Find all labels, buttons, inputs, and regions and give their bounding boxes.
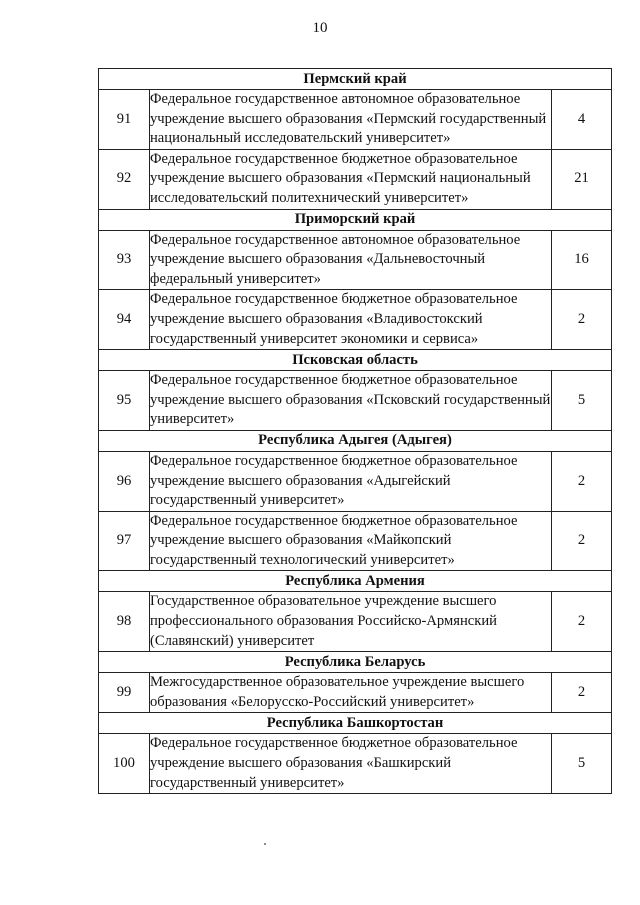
institution-name: Федеральное государственное автономное образовательное учреждение высшего образования «Дальневосточный федеральный университет» xyxy=(150,230,552,290)
universities-table xyxy=(98,68,612,794)
row-number: 97 xyxy=(99,511,150,571)
region-title: Псковская область xyxy=(99,350,612,371)
row-value: 16 xyxy=(552,230,612,290)
table-row xyxy=(99,149,612,209)
row-number: 96 xyxy=(99,451,150,511)
region-title: Республика Армения xyxy=(99,571,612,592)
row-number: 100 xyxy=(99,734,150,794)
region-header-row xyxy=(99,713,612,734)
region-title: Приморский край xyxy=(99,209,612,230)
row-value: 2 xyxy=(552,511,612,571)
table-row xyxy=(99,451,612,511)
institution-name: Федеральное государственное бюджетное образовательное учреждение высшего образования «Псковский государственный университет» xyxy=(150,371,552,431)
row-number: 93 xyxy=(99,230,150,290)
institution-name: Федеральное государственное бюджетное образовательное учреждение высшего образования «Адыгейский государственный университет» xyxy=(150,451,552,511)
scan-speck xyxy=(264,843,266,845)
row-value: 5 xyxy=(552,734,612,794)
table-row xyxy=(99,290,612,350)
row-value: 2 xyxy=(552,592,612,652)
institution-name: Государственное образовательное учреждение высшего профессионального образования Российско-Армянский (Славянский) университет xyxy=(150,592,552,652)
row-value: 2 xyxy=(552,673,612,713)
row-value: 2 xyxy=(552,451,612,511)
row-value: 4 xyxy=(552,90,612,150)
region-header-row xyxy=(99,69,612,90)
table-row xyxy=(99,90,612,150)
region-header-row xyxy=(99,652,612,673)
table-row xyxy=(99,592,612,652)
region-title: Республика Адыгея (Адыгея) xyxy=(99,430,612,451)
row-number: 94 xyxy=(99,290,150,350)
institution-name: Федеральное государственное бюджетное образовательное учреждение высшего образования «Пермский национальный исследовательский политехнический университет» xyxy=(150,149,552,209)
region-title: Республика Беларусь xyxy=(99,652,612,673)
region-header-row xyxy=(99,350,612,371)
row-number: 98 xyxy=(99,592,150,652)
region-header-row xyxy=(99,430,612,451)
institution-name: Межгосударственное образовательное учреждение высшего образования «Белорусско-Российский университет» xyxy=(150,673,552,713)
page-number: 10 xyxy=(312,20,328,36)
row-number: 91 xyxy=(99,90,150,150)
institution-name: Федеральное государственное бюджетное образовательное учреждение высшего образования «Майкопский государственный технологический университет» xyxy=(150,511,552,571)
institution-name: Федеральное государственное автономное образовательное учреждение высшего образования «Пермский государственный национальный исследовательский университет» xyxy=(150,90,552,150)
row-number: 92 xyxy=(99,149,150,209)
region-header-row xyxy=(99,571,612,592)
institution-name: Федеральное государственное бюджетное образовательное учреждение высшего образования «Башкирский государственный университет» xyxy=(150,734,552,794)
table-row xyxy=(99,673,612,713)
table-row xyxy=(99,371,612,431)
region-title: Республика Башкортостан xyxy=(99,713,612,734)
row-value: 2 xyxy=(552,290,612,350)
row-number: 99 xyxy=(99,673,150,713)
table-row xyxy=(99,734,612,794)
table-row xyxy=(99,511,612,571)
institution-name: Федеральное государственное бюджетное образовательное учреждение высшего образования «Владивостокский государственный университет экономики и сервиса» xyxy=(150,290,552,350)
row-number: 95 xyxy=(99,371,150,431)
region-header-row xyxy=(99,209,612,230)
row-value: 5 xyxy=(552,371,612,431)
region-title: Пермский край xyxy=(99,69,612,90)
row-value: 21 xyxy=(552,149,612,209)
table-row xyxy=(99,230,612,290)
